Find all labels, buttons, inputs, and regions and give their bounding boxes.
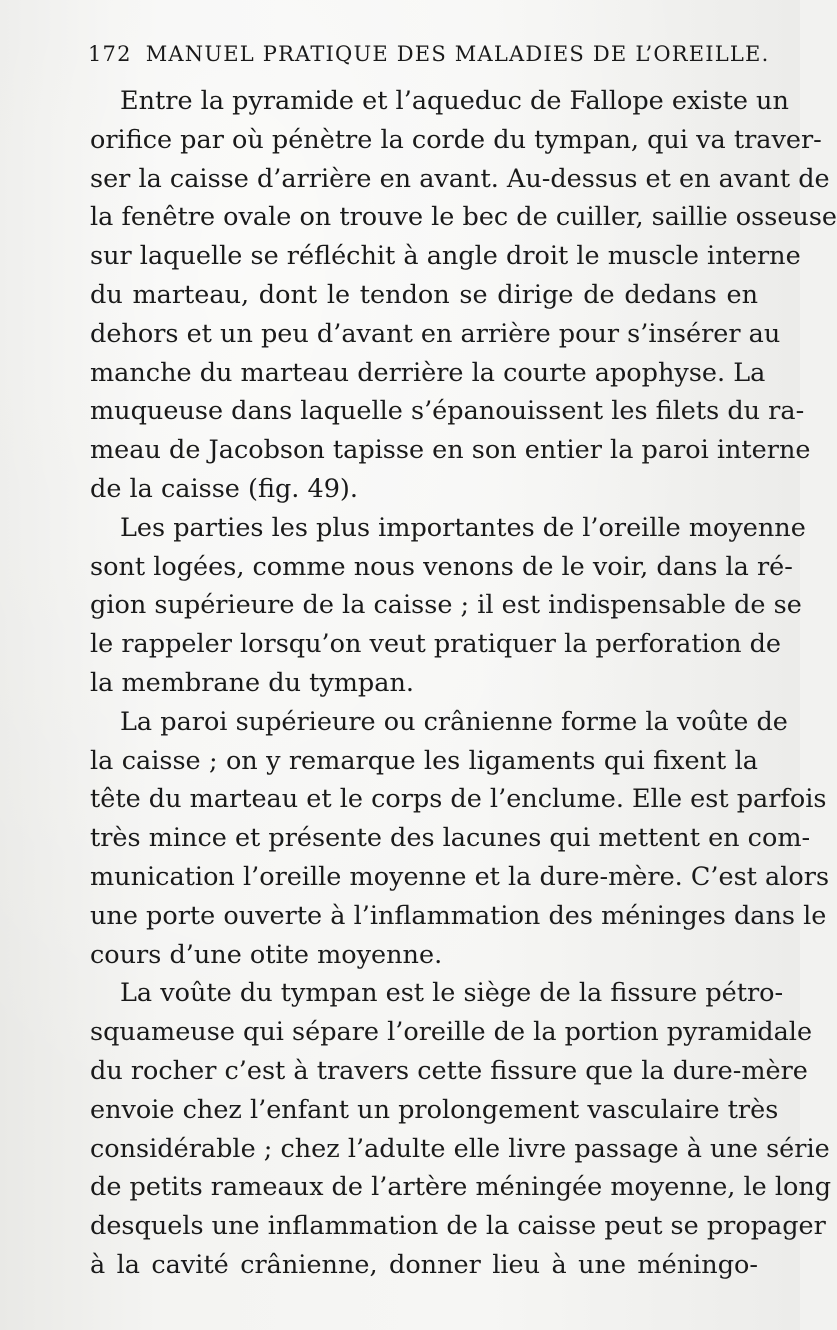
text-line: de petits rameaux de l’artère méningée moyenne, le long <box>90 1172 832 1203</box>
text-line: la fenêtre ovale on trouve le bec de cuiller, saillie osseuse <box>90 202 837 233</box>
running-header <box>88 42 770 78</box>
text-line: la caisse ; on y remarque les ligaments qui fixent la <box>90 745 758 776</box>
text-line: considérable ; chez l’adulte elle livre passage à une série <box>90 1133 830 1164</box>
text-line: de la caisse (fig. 49). <box>90 473 358 504</box>
text-line: le rappeler lorsqu’on veut pratiquer la perforation de <box>90 629 782 660</box>
text-line: squameuse qui sépare l’oreille de la portion pyramidale <box>90 1017 813 1048</box>
text-line: desquels une inflammation de la caisse peut se propager <box>90 1211 826 1242</box>
text-line: La paroi supérieure ou crânienne forme la voûte de <box>120 706 788 737</box>
text-line: envoie chez l’enfant un prolongement vasculaire très <box>90 1094 779 1125</box>
body-text <box>90 82 837 1285</box>
text-line: dehors et un peu d’avant en arrière pour s’insérer au <box>90 318 781 349</box>
page-number: 172 <box>88 42 132 66</box>
text-line: du marteau, dont le tendon se dirige de dedans en <box>90 279 758 310</box>
text-line: très mince et présente des lacunes qui mettent en com- <box>90 823 811 854</box>
text-line: du rocher c’est à travers cette fissure que la dure-mère <box>90 1055 808 1086</box>
text-line: sont logées, comme nous venons de le voir, dans la ré- <box>90 551 793 582</box>
running-title: MANUEL PRATIQUE DES MALADIES DE L’OREILLE. <box>145 42 770 66</box>
text-line: manche du marteau derrière la courte apophyse. La <box>90 357 766 388</box>
text-line: La voûte du tympan est le siège de la fissure pétro- <box>120 978 784 1009</box>
text-line: à la cavité crânienne, donner lieu à une méningo- <box>90 1249 758 1280</box>
text-line: sur laquelle se réfléchit à angle droit le muscle interne <box>90 241 801 272</box>
text-line: Les parties les plus importantes de l’oreille moyenne <box>120 512 806 543</box>
text-line: ser la caisse d’arrière en avant. Au-dessus et en avant de <box>90 163 830 194</box>
text-line: cours d’une otite moyenne. <box>90 939 443 970</box>
text-line: munication l’oreille moyenne et la dure-mère. C’est alors <box>90 861 830 892</box>
text-line: orifice par où pénètre la corde du tympan, qui va traver- <box>90 124 822 155</box>
text-line: une porte ouverte à l’inflammation des méninges dans le <box>90 900 827 931</box>
text-line: meau de Jacobson tapisse en son entier la paroi interne <box>90 435 811 466</box>
text-line: la membrane du tympan. <box>90 667 414 698</box>
text-line: gion supérieure de la caisse ; il est indispensable de se <box>90 590 802 621</box>
text-line: Entre la pyramide et l’aqueduc de Fallope existe un <box>120 86 789 116</box>
text-line: muqueuse dans laquelle s’épanouissent les filets du ra- <box>90 396 805 427</box>
text-line: tête du marteau et le corps de l’enclume. Elle est parfois <box>90 784 827 815</box>
